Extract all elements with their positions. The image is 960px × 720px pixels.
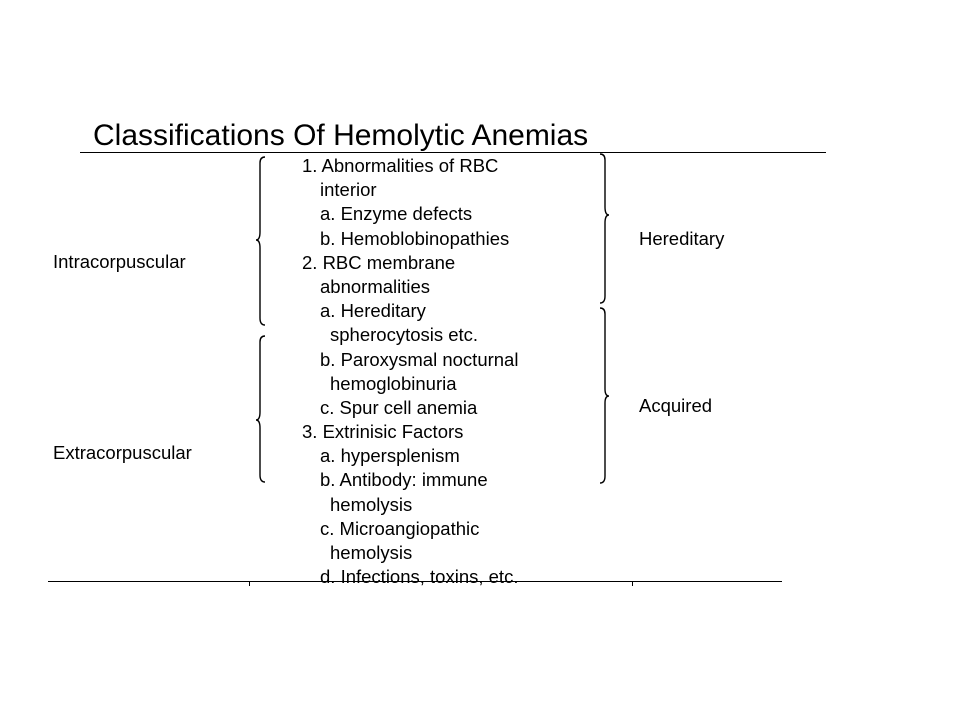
extracorpuscular-label: Extracorpuscular <box>53 442 192 463</box>
cause-line: hemolysis <box>330 542 413 563</box>
intracorpuscular-label: Intracorpuscular <box>53 251 186 272</box>
hereditary-label: Hereditary <box>639 228 725 249</box>
right-brace-hereditary <box>600 154 609 303</box>
cause-line: interior <box>320 179 377 201</box>
cause-line: b. Paroxysmal nocturnal <box>320 348 519 370</box>
cause-line: hemolysis <box>330 493 413 515</box>
acquired-label: Acquired <box>639 395 713 416</box>
cause-line: 3. Extrinisic Factors <box>302 421 464 443</box>
cause-line: d. Infections, toxins, etc. <box>320 566 519 588</box>
cause-line: 1. Abnormalities of RBC <box>302 155 499 176</box>
cause-line: c. Microangiopathic <box>320 517 480 539</box>
cause-line: spherocytosis etc. <box>330 324 479 346</box>
cause-line: 2. RBC membrane <box>302 251 456 273</box>
cause-line: a. hypersplenism <box>320 445 460 467</box>
cause-line: c. Spur cell anemia <box>320 396 478 418</box>
cause-line: a. Enzyme defects <box>320 203 473 225</box>
left-brace-extracorpuscular <box>256 336 265 482</box>
cause-line: hemoglobinuria <box>330 372 457 394</box>
cause-line: abnormalities <box>320 275 431 297</box>
cause-line: b. Hemoblobinopathies <box>320 227 510 249</box>
cause-line: b. Antibody: immune <box>320 469 488 491</box>
right-brace-acquired <box>600 308 609 483</box>
left-brace-intracorpuscular <box>256 157 265 325</box>
page-title: Classifications Of Hemolytic Anemias <box>93 119 589 152</box>
cause-line: a. Hereditary <box>320 300 426 322</box>
